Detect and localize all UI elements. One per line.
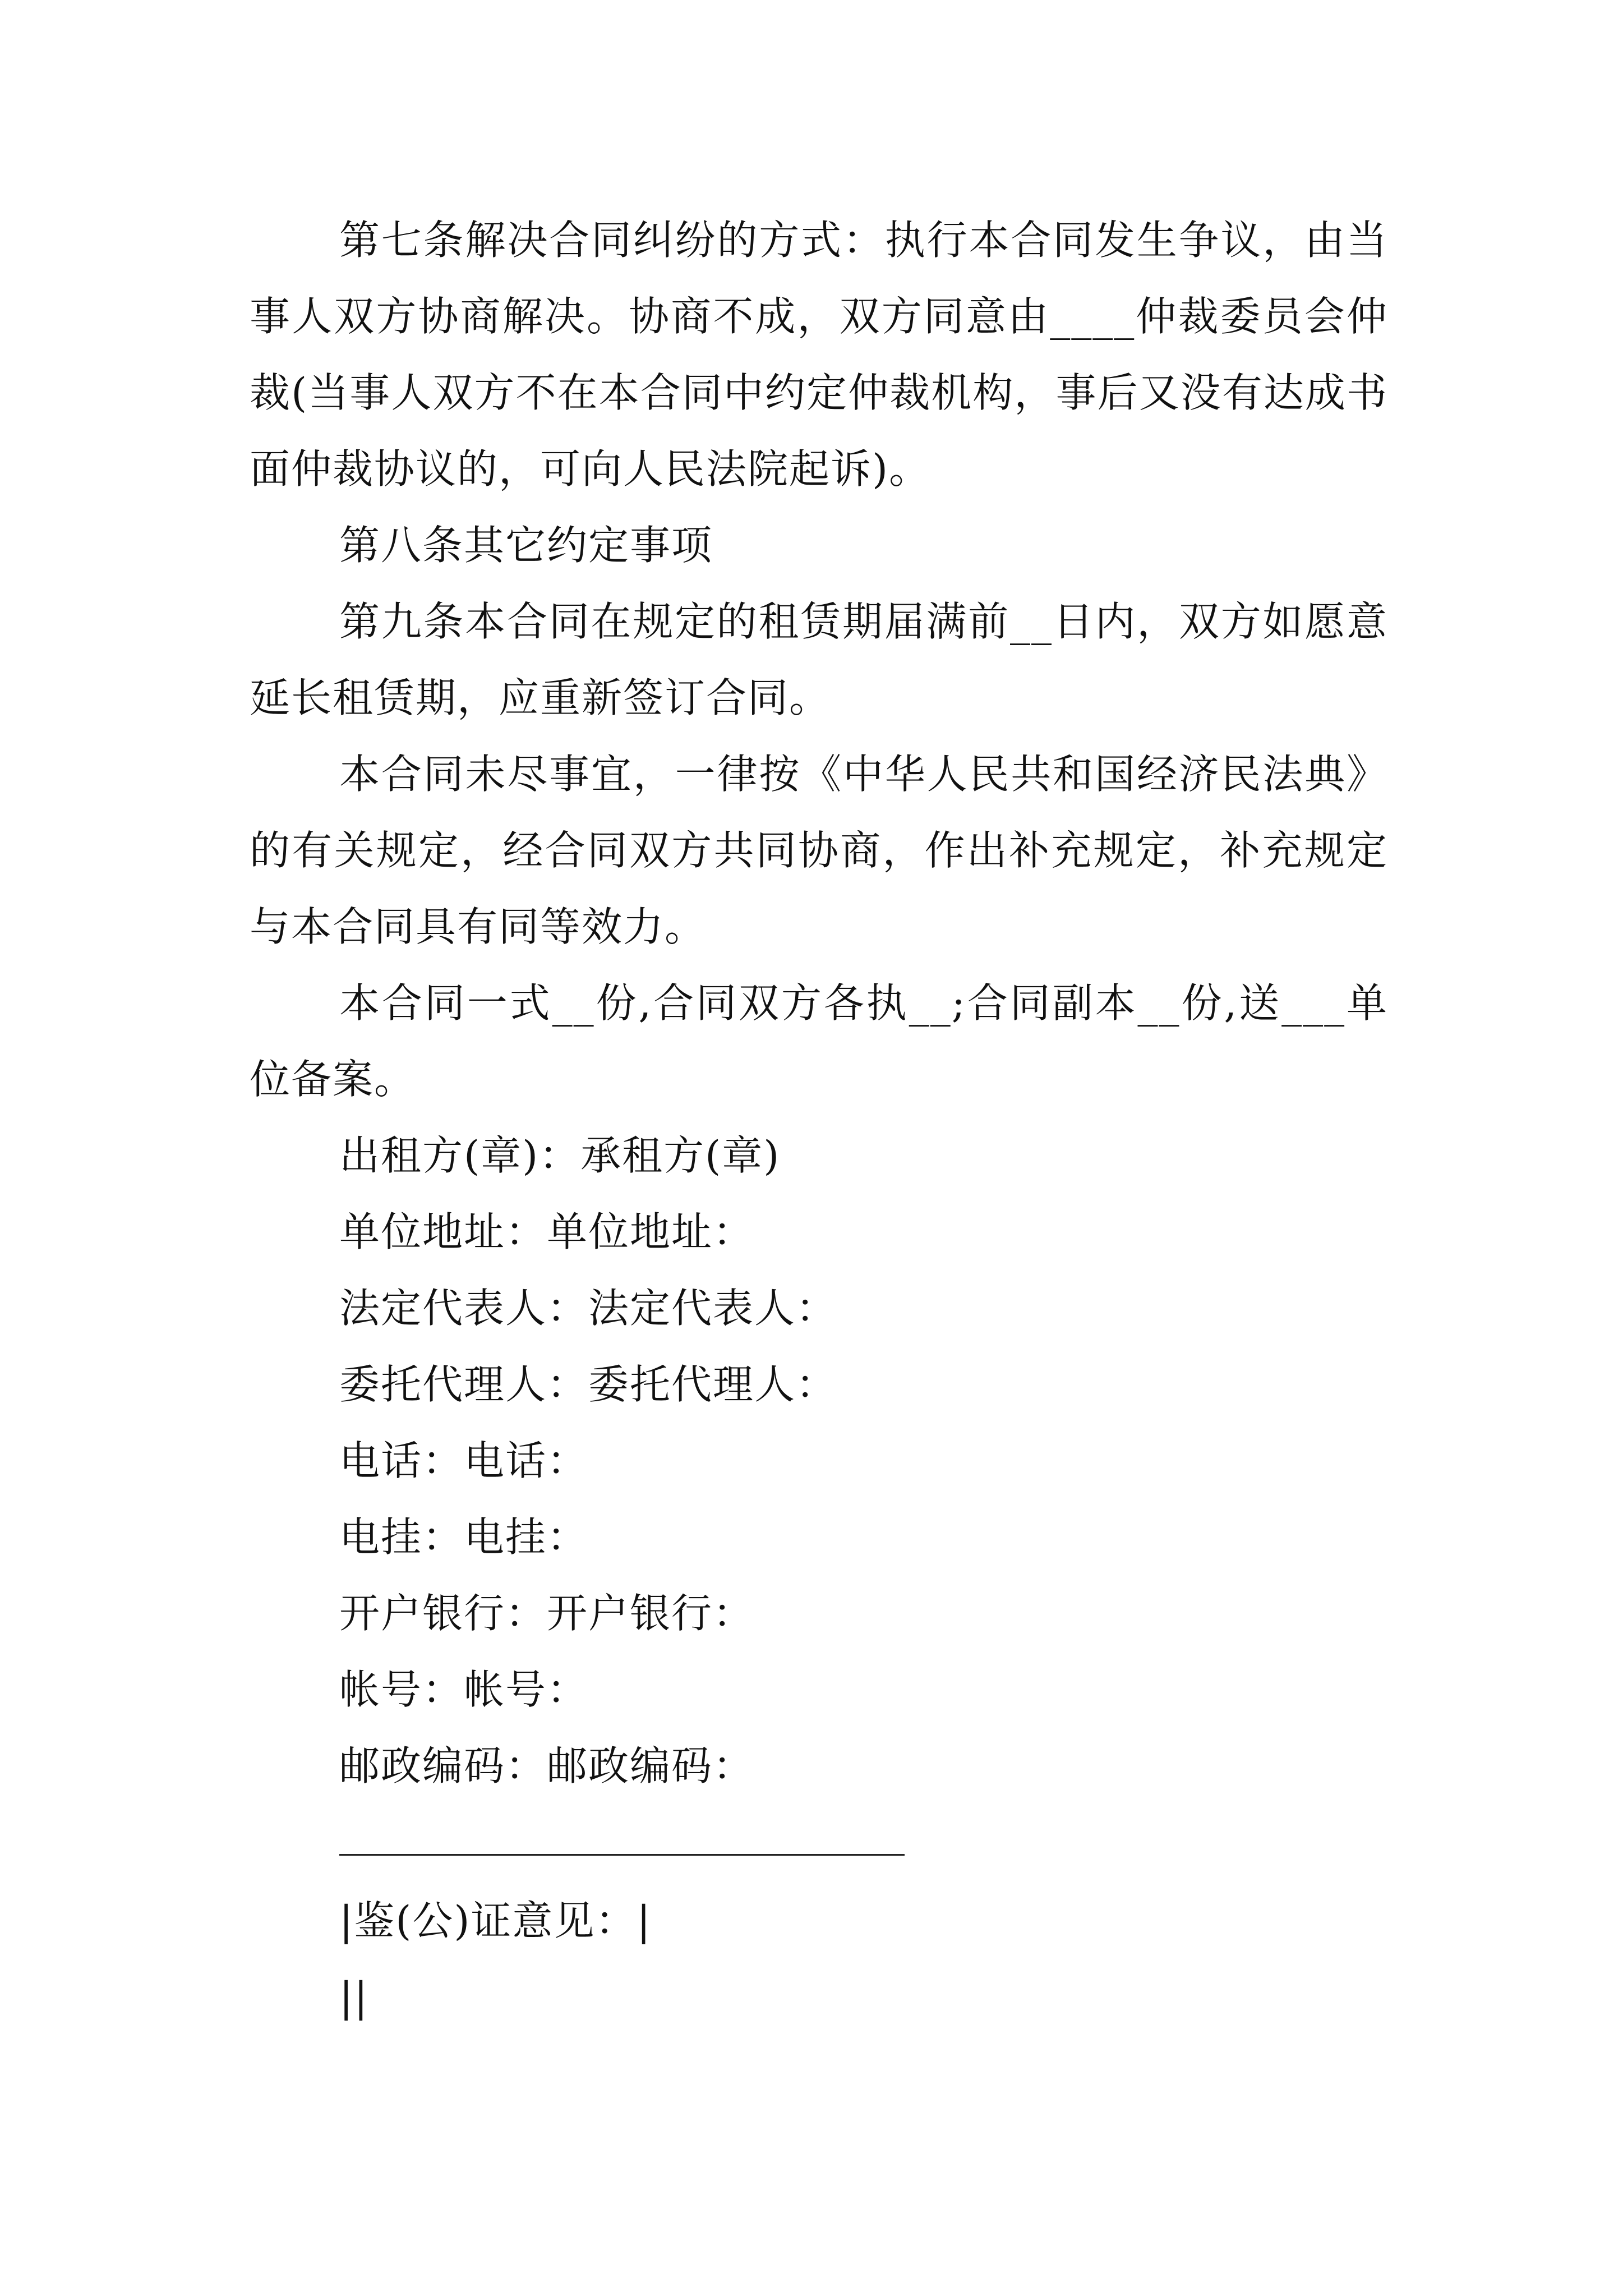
- signature-legal-rep: 法定代表人：法定代表人：: [339, 1285, 838, 1332]
- signature-telegraph: 电挂：电挂：: [339, 1513, 589, 1561]
- supplementary-paragraph: 本合同未尽事宜，一律按《中华人民共和国经济民法典》的有关规定，经合同双方共同协商，作出补充规定，补充规定与本合同具有同等效力。: [250, 751, 1388, 950]
- signature-phone: 电话：电话：: [339, 1437, 589, 1484]
- article-8-paragraph: 第八条其它约定事项: [339, 522, 713, 569]
- article-9-paragraph: 第九条本合同在规定的租赁期届满前__日内，双方如愿意延长租赁期，应重新签订合同。: [250, 598, 1388, 721]
- signature-block: [250, 1117, 1388, 1804]
- spacer: [250, 1860, 1388, 1883]
- notary-box-line: ||: [339, 1973, 369, 2021]
- signature-parties: 出租方(章)：承租方(章): [339, 1132, 781, 1179]
- article-7-paragraph: 第七条解决合同纠纷的方式：执行本合同发生争议，由当事人双方协商解决。协商不成，双方同意由____仲裁委员会仲裁(当事人双方不在本合同中约定仲裁机构，事后又没有达成书面仲裁协议的，可向人民法院起诉)。: [250, 217, 1388, 493]
- signature-agent: 委托代理人：委托代理人：: [339, 1361, 838, 1408]
- document-body: [250, 202, 1388, 2035]
- signature-postcode: 邮政编码：邮政编码：: [339, 1742, 755, 1789]
- notary-opinion-line: |鉴(公)证意见：|: [339, 1897, 652, 1944]
- signature-account: 帐号：帐号：: [339, 1666, 589, 1713]
- copies-paragraph: 本合同一式__份,合同双方各执__;合同副本__份,送___单位备案。: [250, 979, 1388, 1103]
- separator-line: ____________________________: [339, 1809, 905, 1856]
- signature-address: 单位地址：单位地址：: [339, 1208, 755, 1255]
- signature-bank: 开户银行：开户银行：: [339, 1590, 755, 1637]
